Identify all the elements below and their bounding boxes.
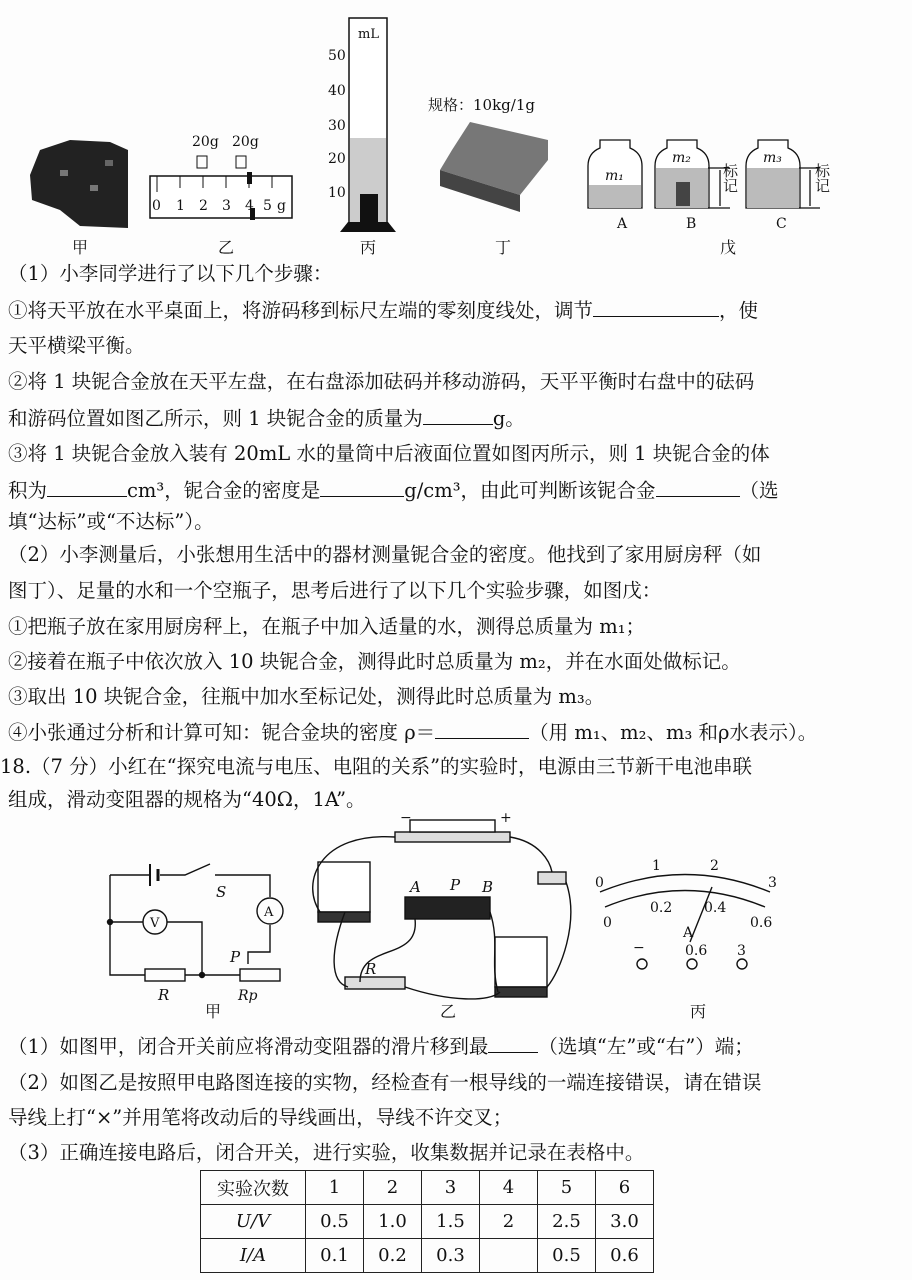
scale-tick: 4 — [245, 198, 254, 214]
q18-part3: （3）正确连接电路后，闭合开关，进行实验，收集数据并记录在表格中。 — [8, 1141, 645, 1164]
q17-part2-cont: 图丁）、足量的水和一个空瓶子，思考后进行了以下几个实验步骤，如图戊： — [8, 579, 662, 602]
text: 积为 — [8, 479, 48, 502]
table-header: 实验次数 — [201, 1171, 306, 1205]
kitchen-scale-figure — [428, 96, 548, 212]
slider-label: P — [230, 948, 241, 966]
text: （选 — [739, 479, 779, 502]
answer-blank[interactable] — [488, 1034, 538, 1053]
table-header: I/A — [201, 1239, 306, 1273]
table-cell: 1.5 — [422, 1205, 480, 1239]
q18-intro: 18.（7 分）小红在“探究电流与电压、电阻的关系”的实验时，电源由三节新干电池串联 — [0, 755, 753, 778]
dial-top-tick: 3 — [768, 875, 777, 891]
rheostat-slider: P — [450, 876, 461, 894]
q17-part1-heading: （1）小李同学进行了以下几个步骤： — [8, 262, 333, 285]
table-header: U/V — [201, 1205, 306, 1239]
q17-step1-cont: 天平横梁平衡。 — [8, 334, 145, 357]
q17-part2-step1: ①把瓶子放在家用厨房秤上，在瓶子中加入适量的水，测得总质量为 m₁； — [8, 615, 646, 638]
figure-label: 戊 — [720, 238, 737, 257]
q17-part2-step2: ②接着在瓶子中依次放入 10 块铌合金，测得此时总质量为 m₂，并在水面处做标记。 — [8, 650, 741, 673]
table-cell: 3.0 — [596, 1205, 654, 1239]
scale-tick: 5 — [263, 198, 272, 214]
text: （用 m₁、m₂、m₃ 和ρ水表示）。 — [529, 721, 818, 744]
ammeter-dial — [595, 858, 777, 1021]
table-cell: 2.5 — [538, 1205, 596, 1239]
table-cell: 6 — [596, 1171, 654, 1205]
cylinder-tick: 40 — [328, 83, 346, 99]
answer-blank[interactable] — [593, 298, 719, 317]
dial-bottom-tick: 0.4 — [704, 900, 727, 916]
bottle-mass-c: m₃ — [763, 150, 782, 166]
bottle-name: C — [776, 216, 787, 232]
resistor-label: R — [158, 986, 170, 1004]
weight-label-2: 20g — [232, 134, 259, 150]
q17-step2: ②将 1 块铌合金放在天平左盘，在右盘添加砝码并移动游码，天平平衡时右盘中的砝码 — [8, 370, 755, 393]
dial-unit: A — [683, 925, 694, 941]
q17-part2-step4 — [8, 720, 817, 745]
text: ④小张通过分析和计算可知：铌合金块的密度 ρ＝ — [8, 721, 436, 744]
text: ①将天平放在水平桌面上，将游码移到标尺左端的零刻度线处，调节 — [8, 299, 594, 322]
table-cell: 3 — [422, 1171, 480, 1205]
q17-step2-cont — [8, 406, 525, 431]
answer-blank[interactable] — [47, 478, 127, 497]
mark-label-b: 标记 — [721, 163, 739, 193]
terminal-label: − — [633, 940, 645, 956]
ammeter-symbol: A — [264, 905, 274, 920]
table-cell: 0.1 — [306, 1239, 364, 1273]
bottle-mass-a: m₁ — [605, 168, 624, 184]
rheostat-end-b: B — [482, 878, 494, 896]
figure-label: 甲 — [205, 1002, 222, 1021]
figure-label: 乙 — [440, 1002, 457, 1021]
dial-top-tick: 0 — [595, 875, 604, 891]
table-cell: 4 — [480, 1171, 538, 1205]
q17-step1 — [8, 298, 758, 323]
cylinder-tick: 20 — [328, 151, 346, 167]
cylinder-unit: mL — [358, 27, 379, 42]
table-cell: 0.5 — [538, 1239, 596, 1273]
table-cell: 1 — [306, 1171, 364, 1205]
scale-tick: 1 — [176, 198, 185, 214]
mark-label-c: 标记 — [813, 163, 831, 193]
top-figures — [0, 0, 912, 262]
table-row — [201, 1205, 654, 1239]
answer-blank[interactable] — [656, 478, 740, 497]
circuit-figures — [0, 812, 912, 1032]
physical-circuit — [313, 812, 571, 1021]
dial-bottom-tick: 0.2 — [650, 900, 673, 916]
figure-label: 乙 — [218, 238, 235, 257]
q17-step3-cont — [8, 478, 779, 503]
dial-top-tick: 1 — [652, 858, 661, 874]
q18-part2: （2）如图乙是按照甲电路图连接的实物，经检查有一根导线的一端连接错误，请在错误 — [8, 1071, 762, 1094]
bottle-name: A — [617, 216, 628, 232]
scale-tick: 2 — [199, 198, 208, 214]
table-row — [201, 1239, 654, 1273]
answer-blank[interactable] — [423, 406, 493, 425]
balance-rider-figure — [150, 134, 292, 220]
cylinder-tick: 50 — [328, 48, 346, 64]
rheostat-end-a: A — [410, 878, 421, 896]
cylinder-tick: 10 — [328, 185, 346, 201]
circuit-diagram — [108, 864, 284, 1021]
figure-label: 丙 — [360, 238, 377, 257]
data-table — [200, 1170, 654, 1273]
text: g/cm³，由此可判断该铌合金 — [404, 479, 656, 502]
figure-label: 丁 — [495, 238, 512, 257]
scale-tick: g — [277, 198, 286, 214]
dial-top-tick: 2 — [710, 858, 719, 874]
q18-part2-cont: 导线上打“×”并用笔将改动后的导线画出，导线不许交叉； — [8, 1106, 513, 1129]
scale-tick: 0 — [152, 198, 161, 214]
answer-blank[interactable] — [320, 478, 404, 497]
table-cell: 0.2 — [364, 1239, 422, 1273]
switch-label: S — [216, 883, 227, 901]
table-cell: 0.6 — [596, 1239, 654, 1273]
niobium-pile-image — [30, 140, 128, 228]
answer-blank[interactable] — [435, 720, 529, 739]
dial-bottom-tick: 0.6 — [750, 915, 773, 931]
scale-spec-label: 规格：10kg/1g — [428, 96, 535, 114]
q18-intro-cont: 组成，滑动变阻器的规格为“40Ω，1A”。 — [8, 788, 366, 811]
weight-label-1: 20g — [192, 134, 219, 150]
text: （选填“左”或“右”）端； — [538, 1035, 754, 1058]
battery-minus: − — [400, 812, 412, 826]
table-cell: 0.3 — [422, 1239, 480, 1273]
text: ，使 — [719, 299, 759, 322]
scale-tick: 3 — [222, 198, 231, 214]
table-row — [201, 1171, 654, 1205]
text: g。 — [492, 407, 525, 430]
q17-part2-step3: ③取出 10 块铌合金，往瓶中加水至标记处，测得此时总质量为 m₃。 — [8, 685, 605, 708]
bottle-name: B — [686, 216, 697, 232]
measuring-cylinder-figure — [328, 18, 396, 232]
q17-step3-note: 填“达标”或“不达标”）。 — [8, 510, 214, 533]
dial-bottom-tick: 0 — [603, 915, 612, 931]
bottle-mass-b: m₂ — [672, 150, 691, 166]
table-cell: 2 — [480, 1205, 538, 1239]
table-cell: 0.5 — [306, 1205, 364, 1239]
cylinder-tick: 30 — [328, 118, 346, 134]
q17-step3: ③将 1 块铌合金放入装有 20mL 水的量筒中后液面位置如图丙所示，则 1 块铌合金的体 — [8, 442, 770, 465]
battery-plus: + — [500, 812, 512, 826]
text: （1）如图甲，闭合开关前应将滑动变阻器的滑片移到最 — [8, 1035, 489, 1058]
q18-part1 — [8, 1034, 754, 1059]
text: cm³，铌合金的密度是 — [127, 479, 321, 502]
q17-part2: （2）小李测量后，小张想用生活中的器材测量铌合金的密度。他找到了家用厨房秤（如 — [8, 543, 762, 566]
figure-label: 丙 — [690, 1002, 707, 1021]
table-cell: 2 — [364, 1171, 422, 1205]
terminal-label: 3 — [737, 943, 746, 959]
table-cell-empty[interactable] — [480, 1239, 538, 1273]
table-cell: 1.0 — [364, 1205, 422, 1239]
terminal-label: 0.6 — [685, 943, 708, 959]
text: 和游码位置如图乙所示，则 1 块铌合金的质量为 — [8, 407, 423, 430]
voltmeter-symbol: V — [150, 916, 160, 931]
figure-label: 甲 — [72, 238, 89, 257]
resistor-label: R — [365, 960, 377, 978]
rheostat-label: Rp — [238, 988, 258, 1004]
table-cell: 5 — [538, 1171, 596, 1205]
